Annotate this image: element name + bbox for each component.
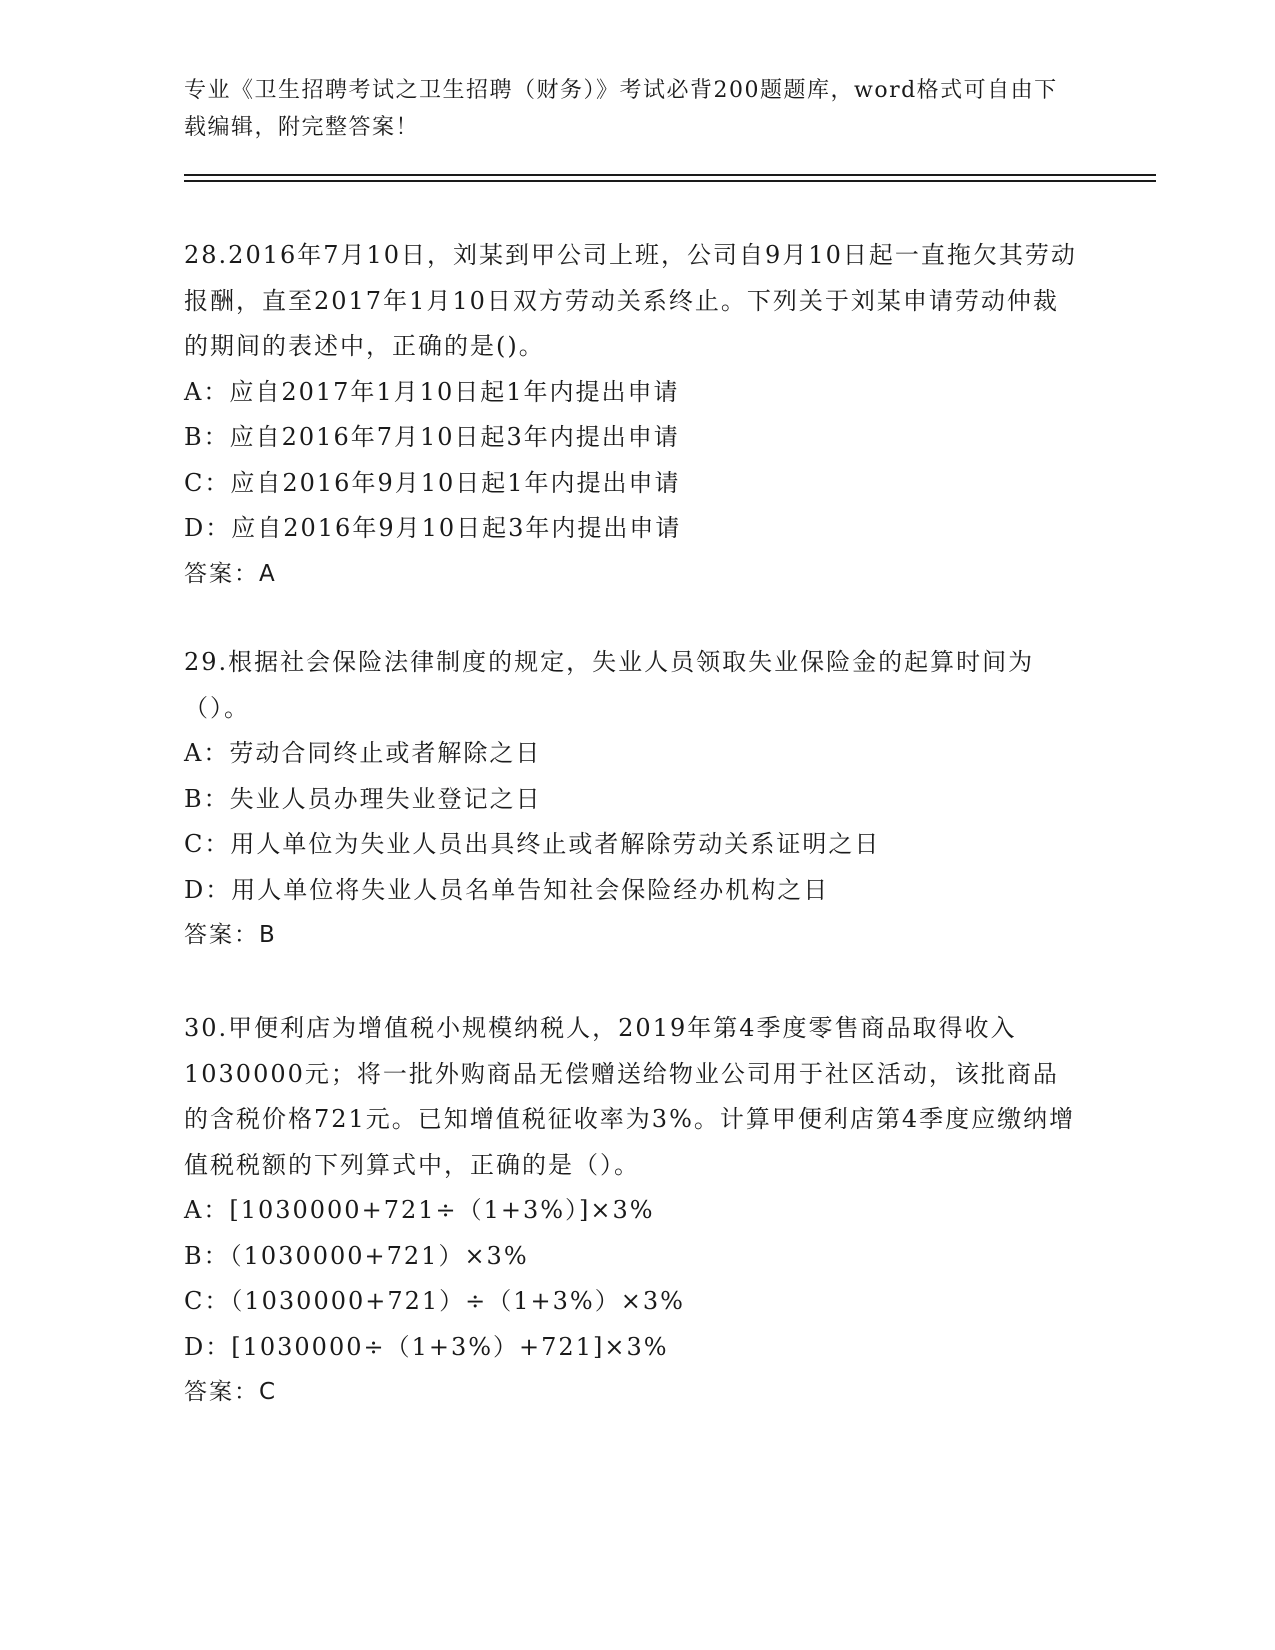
option-b: B：（1030000+721）×3% [184, 1241, 529, 1270]
answer-line: 答案：A [184, 560, 277, 587]
option-b: B：应自2016年7月10日起3年内提出申请 [184, 423, 680, 451]
option-a: A：[1030000+721÷（1+3%）]×3% [184, 1196, 655, 1224]
option-a: A：劳动合同终止或者解除之日 [184, 739, 542, 767]
question-stem: 28.2016年7月10日，刘某到甲公司上班，公司自9月10日起一直拖欠其劳动报酬，直至2017年1月10日双方劳动关系终止。下列关于刘某申请劳动仲裁的期间的表述中，正确的是()。 [184, 241, 1077, 360]
option-d: D：应自2016年9月10日起3年内提出申请 [184, 514, 682, 542]
option-b: B：失业人员办理失业登记之日 [184, 784, 542, 813]
answer-line: 答案：B [184, 922, 277, 948]
option-c: C：应自2016年9月10日起1年内提出申请 [184, 468, 681, 497]
option-d: D：用人单位将失业人员名单告知社会保险经办机构之日 [184, 875, 830, 904]
question-stem: 29.根据社会保险法律制度的规定，失业人员领取失业保险金的起算时间为（）。 [184, 648, 1035, 722]
question-30 [184, 1006, 1084, 1416]
option-c: C：（1030000+721）÷（1+3%）×3% [184, 1287, 685, 1315]
question-28 [184, 233, 1084, 597]
document-header: 专业《卫生招聘考试之卫生招聘（财务）》考试必背200题题库，word格式可自由下载编辑，附完整答案！ [184, 78, 1058, 140]
answer-line: 答案：C [184, 1379, 278, 1405]
option-a: A：应自2017年1月10日起1年内提出申请 [184, 377, 680, 406]
header-divider-bottom [184, 180, 1156, 182]
option-d: D：[1030000÷（1+3%）+721]×3% [184, 1332, 669, 1361]
question-29 [184, 640, 1084, 959]
option-c: C：用人单位为失业人员出具终止或者解除劳动关系证明之日 [184, 830, 881, 858]
header-divider-top [184, 174, 1156, 176]
question-stem: 30.甲便利店为增值税小规模纳税人，2019年第4季度零售商品取得收入1030000元；将一批外购商品无偿赠送给物业公司用于社区活动，该批商品的含税价格721元。已知增值税征收率为3%。计算甲便利店第4季度应缴纳增值税税额的下列算式中，正确的是（）。 [184, 1014, 1076, 1179]
